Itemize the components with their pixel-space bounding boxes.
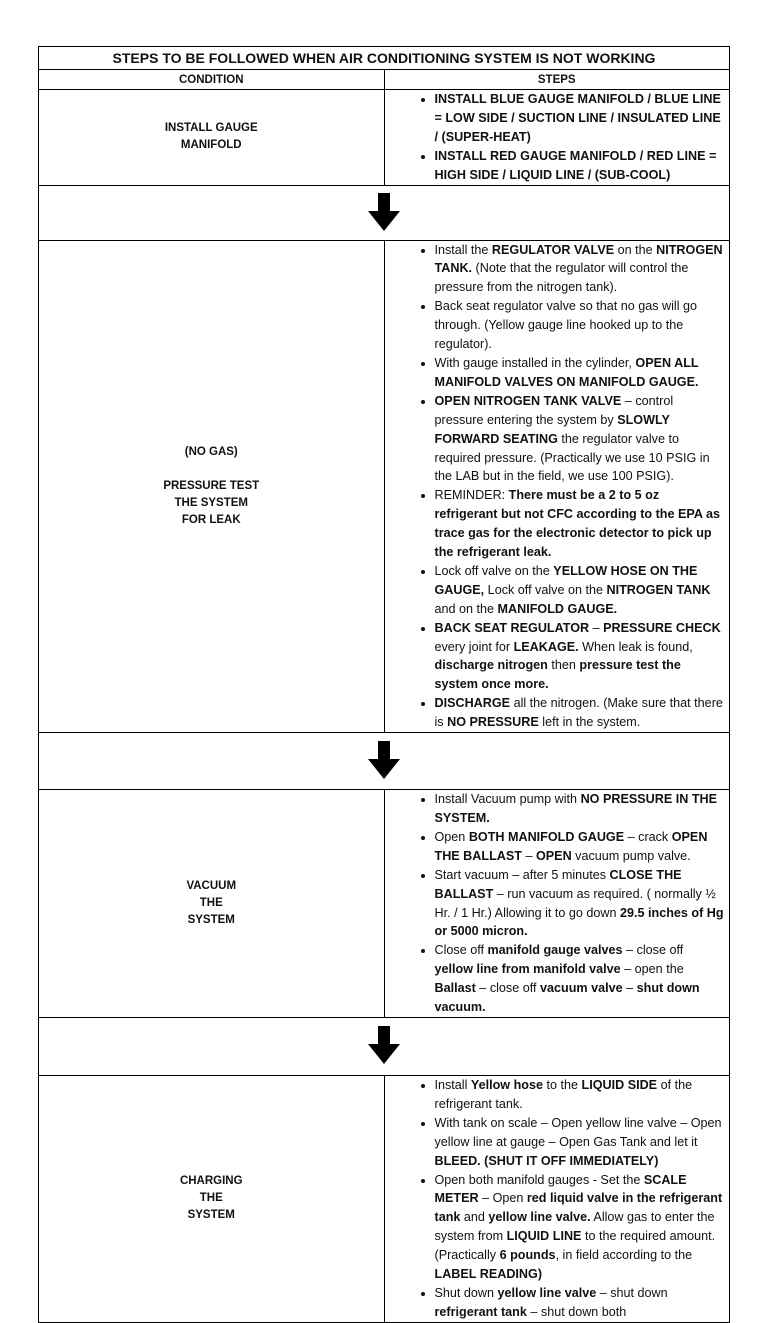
condition-cell	[39, 240, 385, 733]
step-text-bold: 29.5 inches of Hg or 5000 micron.	[434, 905, 724, 939]
step-text: – open the	[620, 962, 684, 977]
step-text: to the required amount. (Practically	[434, 1229, 716, 1263]
section-row	[39, 790, 730, 1018]
step-item	[435, 90, 726, 147]
step-text: of the refrigerant tank.	[434, 1077, 693, 1111]
step-item	[435, 619, 726, 695]
step-item	[435, 866, 726, 942]
step-text: Install the	[434, 242, 492, 257]
condition-label-line: FOR LEAK	[181, 513, 241, 526]
step-text-bold: discharge nitrogen	[434, 658, 548, 673]
step-text: Allow gas to enter the system from	[434, 1210, 715, 1244]
step-text-bold: PRESSURE CHECK	[603, 620, 721, 635]
steps-table	[38, 46, 730, 1323]
section-row	[39, 240, 730, 733]
step-text: – Open	[478, 1191, 527, 1206]
step-text-bold: DISCHARGE	[434, 696, 511, 711]
step-text-bold: SCALE METER	[434, 1172, 687, 1206]
steps-list	[385, 90, 730, 185]
step-text-bold: shut down vacuum.	[434, 981, 700, 1015]
condition-label-line	[39, 461, 384, 478]
step-item	[435, 297, 726, 354]
step-text-bold: OPEN NITROGEN TANK VALVE	[434, 393, 622, 408]
step-text: left in the system.	[538, 715, 641, 730]
step-text-bold: OPEN THE BALLAST	[434, 829, 708, 863]
steps-cell	[384, 90, 730, 186]
step-text-bold: NITROGEN TANK	[606, 582, 711, 597]
steps-header: STEPS	[384, 70, 730, 90]
step-item	[435, 486, 726, 562]
step-text: on the	[614, 242, 657, 257]
condition-label-line: THE SYSTEM	[174, 496, 248, 509]
step-item	[435, 828, 726, 866]
section-row	[39, 90, 730, 186]
step-text-bold: red liquid valve in the refrigerant tank	[434, 1191, 723, 1225]
step-text: (Note that the regulator will control the pressure from the nitrogen tank).	[434, 261, 689, 295]
arrow-cell	[39, 1017, 730, 1075]
step-text-bold: LEAKAGE.	[513, 639, 579, 654]
step-text: then	[547, 658, 580, 673]
step-item	[435, 1114, 726, 1171]
step-text-bold: LIQUID SIDE	[581, 1077, 658, 1092]
step-text-bold: INSTALL RED GAUGE MANIFOLD / RED LINE = HIGH SIDE / LIQUID LINE / (SUB-COOL)	[434, 148, 717, 182]
step-item	[435, 1076, 726, 1114]
step-text-bold: yellow line valve.	[488, 1210, 591, 1225]
condition-header: CONDITION	[39, 70, 385, 90]
step-text: and on the	[434, 601, 498, 616]
condition-label-line: THE	[199, 1192, 223, 1205]
step-text: REMINDER:	[434, 488, 509, 503]
step-text: – crack	[624, 829, 672, 844]
step-item	[435, 241, 726, 298]
step-text: to the	[543, 1077, 582, 1092]
step-text-bold: NO PRESSURE IN THE SYSTEM.	[434, 792, 718, 825]
condition-label-line: SYSTEM	[187, 914, 235, 927]
condition-cell	[39, 1075, 385, 1322]
step-text-bold: There must be a 2 to 5 oz refrigerant but not CFC according to the EPA as trace gas for the electronic detector to pick up the refrigerant leak.	[434, 488, 720, 560]
steps-list	[385, 241, 730, 733]
step-text: Shut down	[434, 1285, 498, 1300]
step-text: Close off	[434, 943, 488, 958]
arrow-cell	[39, 733, 730, 790]
step-text: the regulator valve to required pressure. (Practically we use 10 PSIG in the LAB but in the field, we use 100 PSIG).	[434, 431, 710, 484]
step-text-bold: LABEL READING)	[434, 1267, 543, 1282]
step-text: – shut down	[596, 1285, 668, 1300]
step-text-bold: YELLOW HOSE ON THE GAUGE,	[434, 563, 698, 597]
step-text-bold: SLOWLY FORWARD SEATING	[434, 412, 670, 446]
step-text-bold: yellow line from manifold valve	[434, 962, 621, 977]
step-text-bold: refrigerant tank	[434, 1304, 527, 1319]
step-text-bold: yellow line valve	[497, 1285, 597, 1300]
steps-list	[385, 790, 730, 1017]
step-text-bold: REGULATOR VALVE	[491, 242, 615, 257]
step-text-bold: 6 pounds	[499, 1248, 556, 1263]
step-text: all the nitrogen. (Make sure that there is	[434, 696, 723, 730]
step-item	[435, 354, 726, 392]
step-text: vacuum pump valve.	[571, 848, 691, 863]
down-arrow-icon	[368, 1026, 400, 1066]
step-text: When leak is found,	[578, 639, 693, 654]
step-text-bold: NO PRESSURE	[447, 715, 539, 730]
title-row	[39, 47, 730, 70]
step-text-bold: manifold gauge valves	[487, 943, 623, 958]
step-text-bold: OPEN	[535, 848, 572, 863]
step-text-bold: CLOSE THE BALLAST	[434, 867, 682, 901]
step-text-bold: MANIFOLD GAUGE.	[497, 601, 618, 616]
step-item	[435, 1171, 726, 1284]
step-text: Lock off valve on the	[434, 563, 554, 578]
step-text: every joint for	[434, 639, 514, 654]
step-item	[435, 392, 726, 487]
step-item	[435, 790, 726, 828]
arrow-row	[39, 185, 730, 240]
step-text: Start vacuum – after 5 minutes	[434, 867, 610, 882]
step-text-bold: LIQUID LINE	[506, 1229, 582, 1244]
step-text: – control pressure entering the system by	[434, 393, 674, 427]
condition-label-line: VACUUM	[186, 880, 237, 893]
step-text-bold: BOTH MANIFOLD GAUGE	[468, 829, 625, 844]
step-text: Install Vacuum pump with	[434, 792, 581, 807]
arrow-cell	[39, 185, 730, 240]
step-text-bold: INSTALL BLUE GAUGE MANIFOLD / BLUE LINE = LOW SIDE / SUCTION LINE / INSULATED LINE / (SUPER-HEAT)	[434, 92, 721, 144]
condition-label-line: THE	[199, 897, 223, 910]
step-text: Install	[434, 1077, 471, 1092]
step-text-bold: BLEED. (SHUT IT OFF IMMEDIATELY)	[434, 1153, 659, 1168]
section-row	[39, 1075, 730, 1322]
step-text: Open both manifold gauges - Set the	[434, 1172, 644, 1187]
step-item	[435, 147, 726, 185]
condition-label-line: INSTALL GAUGE	[164, 122, 258, 135]
step-text: Lock off valve on the	[484, 582, 607, 597]
step-text: Back seat regulator valve so that no gas will go through. (Yellow gauge line hooked up to the regulator).	[434, 299, 698, 352]
step-item	[435, 941, 726, 1017]
down-arrow-icon	[368, 741, 400, 781]
step-item	[435, 562, 726, 619]
step-text: –	[622, 981, 637, 996]
down-arrow-icon	[368, 193, 400, 233]
condition-cell	[39, 90, 385, 186]
condition-label-line: CHARGING	[179, 1175, 243, 1188]
condition-label-line: MANIFOLD	[180, 139, 242, 152]
condition-label-line: PRESSURE TEST	[163, 479, 260, 492]
step-text-bold: Ballast	[434, 981, 476, 996]
condition-label-line: SYSTEM	[187, 1209, 235, 1222]
step-text: –	[521, 848, 536, 863]
arrow-row	[39, 1017, 730, 1075]
step-text-bold: NITROGEN TANK.	[434, 242, 723, 276]
arrow-row	[39, 733, 730, 790]
step-text: With tank on scale – Open yellow line valve – Open yellow line at gauge – Open Gas Tank and let it	[434, 1115, 722, 1149]
steps-cell	[384, 790, 730, 1018]
step-text-bold: BACK SEAT REGULATOR	[434, 620, 590, 635]
steps-list	[385, 1076, 730, 1322]
step-text-bold: Yellow hose	[470, 1077, 543, 1092]
condition-cell	[39, 790, 385, 1018]
step-text: –	[589, 620, 604, 635]
step-text: – close off	[622, 943, 684, 958]
step-text-bold: pressure test the system once more.	[434, 658, 681, 692]
table-title: STEPS TO BE FOLLOWED WHEN AIR CONDITIONING SYSTEM IS NOT WORKING	[39, 47, 730, 70]
step-text: – close off	[475, 981, 540, 996]
steps-cell	[384, 240, 730, 733]
step-item	[435, 694, 726, 732]
steps-cell	[384, 1075, 730, 1322]
step-text: and	[460, 1210, 489, 1225]
step-text: – run vacuum as required. ( normally ½ Hr. / 1 Hr.) Allowing it to go down	[434, 886, 716, 920]
step-text: , in field according to the	[555, 1248, 693, 1263]
step-text-bold: OPEN ALL MANIFOLD VALVES ON MANIFOLD GAUGE.	[434, 355, 699, 389]
step-text-bold: vacuum valve	[540, 981, 623, 996]
header-row	[39, 70, 730, 90]
step-text: – shut down both	[526, 1304, 627, 1319]
step-text: Open	[434, 829, 469, 844]
step-text: With gauge installed in the cylinder,	[434, 355, 636, 370]
step-item	[435, 1284, 726, 1322]
condition-label-line: (NO GAS)	[184, 445, 238, 458]
